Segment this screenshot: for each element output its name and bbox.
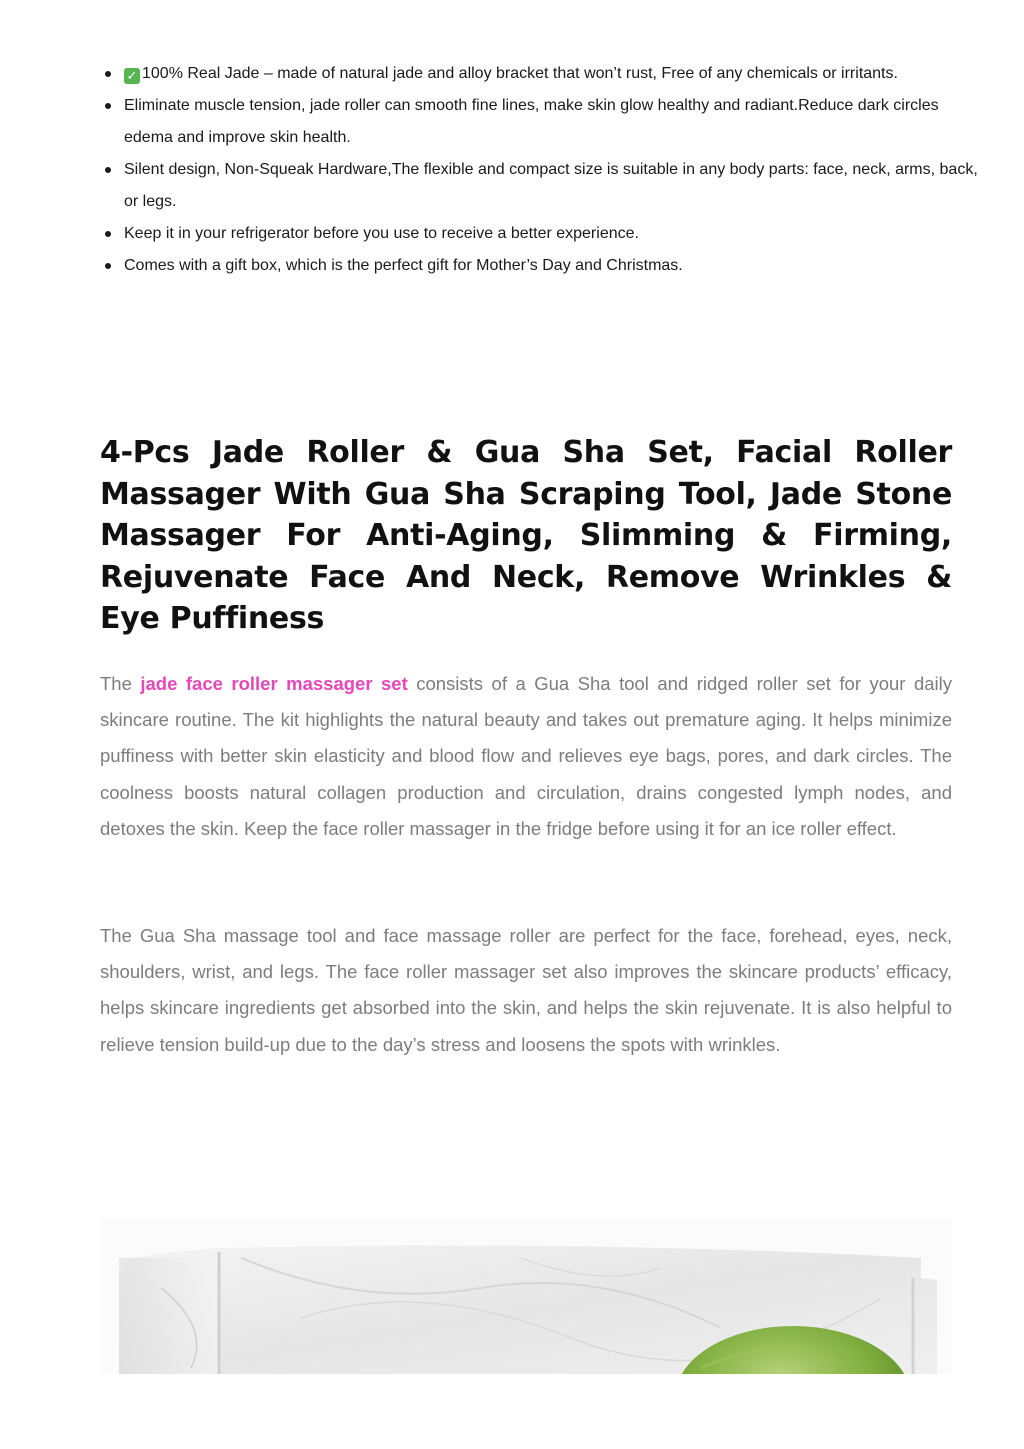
- feature-item: [124, 154, 984, 218]
- check-icon: ✓: [124, 68, 140, 84]
- feature-item: [124, 58, 984, 90]
- description-paragraph-2: The Gua Sha massage tool and face massage roller are perfect for the face, forehead, eyes, neck, shoulders, wrist, and legs. The face roller massager set also improves the skincare products’ efficacy, helps skincare ingredients get absorbed into the skin, and helps the skin rejuvenate. It is also helpful to relieve tension build-up due to the day’s stress and loosens the spots with wrinkles.: [100, 925, 952, 1055]
- paragraph-suffix: consists of a Gua Sha tool and ridged roller set for your daily skincare routine. The kit highlights the natural beauty and takes out premature aging. It helps minimize puffiness with better skin elasticity and blood flow and relieves eye bags, pores, and dark circles. The coolness boosts natural collagen production and circulation, drains congested lymph nodes, and detoxes the skin. Keep the face roller massager in the fridge before using it for an ice roller effect.: [100, 673, 952, 839]
- product-image: [101, 1218, 952, 1374]
- description-paragraph-1: [100, 666, 952, 847]
- feature-text: Comes with a gift box, which is the perfect gift for Mother’s Day and Christmas.: [124, 257, 683, 274]
- feature-list: [100, 58, 984, 282]
- feature-text: Eliminate muscle tension, jade roller can smooth fine lines, make skin glow healthy and radiant.Reduce dark circles edema and improve skin health.: [124, 97, 939, 146]
- jade-product-box-image: [101, 1218, 952, 1374]
- feature-text: Keep it in your refrigerator before you use to receive a better experience.: [124, 225, 639, 242]
- feature-text: 100% Real Jade – made of natural jade and alloy bracket that won’t rust, Free of any chemicals or irritants.: [142, 65, 898, 82]
- feature-text: Silent design, Non-Squeak Hardware,The flexible and compact size is suitable in any body parts: face, neck, arms, back, or legs.: [124, 161, 978, 210]
- feature-item: [124, 90, 984, 154]
- feature-item: [124, 250, 984, 282]
- product-title: 4-Pcs Jade Roller & Gua Sha Set, Facial Roller Massager With Gua Sha Scraping Tool, Jade Stone Massager For Anti-Aging, Slimming & Firming, Rejuvenate Face And Neck, Remove Wrinkles & Eye Puffiness: [100, 435, 952, 636]
- feature-item: [124, 218, 984, 250]
- paragraph-prefix: The: [100, 673, 141, 694]
- jade-roller-set-link[interactable]: jade face roller massager set: [140, 673, 408, 694]
